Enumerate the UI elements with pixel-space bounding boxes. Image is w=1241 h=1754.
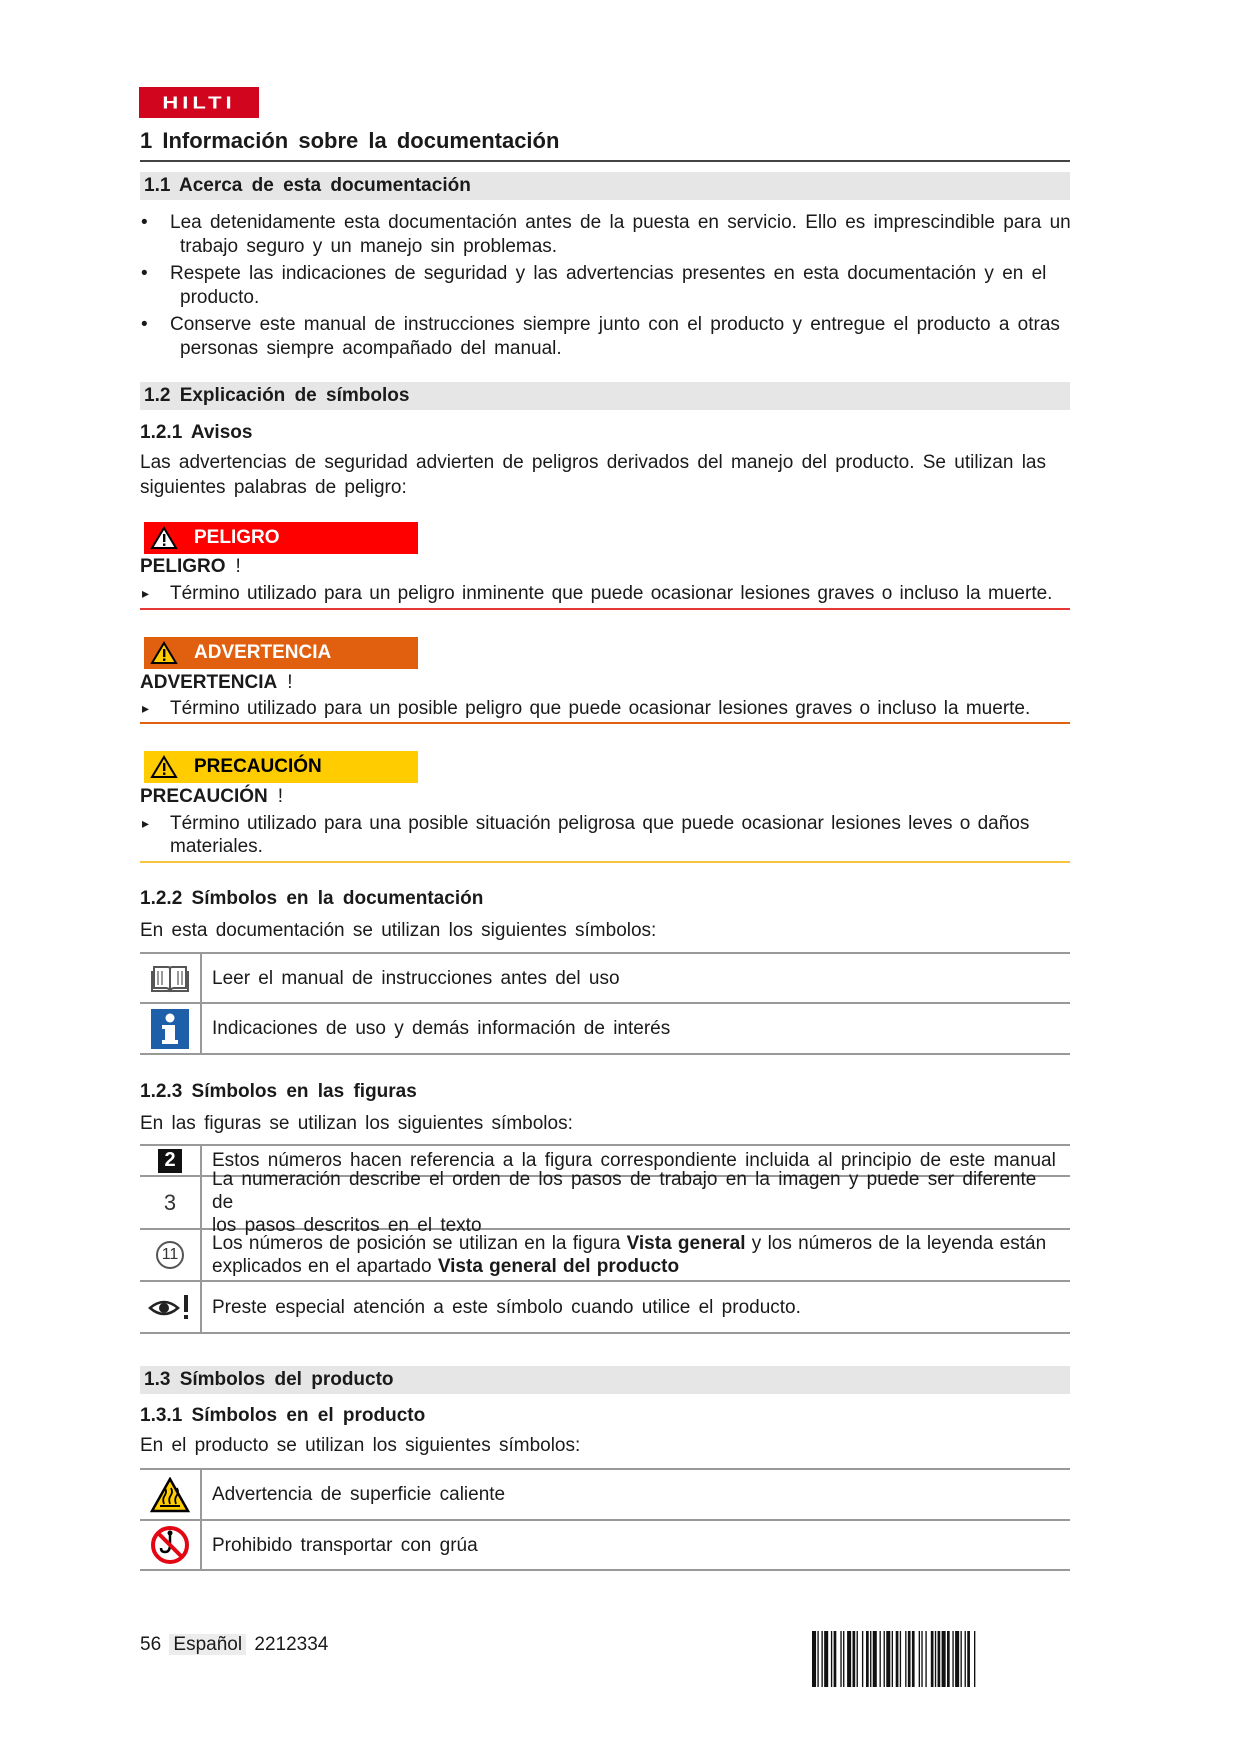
manual-book-icon — [140, 954, 202, 1002]
section-1-2-title: 1.2 Explicación de símbolos — [140, 382, 1070, 410]
precaucion-label: PRECAUCIÓN — [144, 751, 418, 783]
page-footer — [140, 1634, 328, 1656]
barcode-bar — [870, 1631, 871, 1687]
advertencia-title: ADVERTENCIA ! — [140, 672, 293, 693]
doc-symbols-intro: En esta documentación se utilizan los siguientes símbolos: — [140, 920, 657, 941]
table-row: Indicaciones de uso y demás información de interés — [140, 1004, 1070, 1055]
advertencia-text: ▸ Término utilizado para un posible peligro que puede ocasionar lesiones graves o incluso la muerte. — [140, 697, 1070, 720]
barcode-bar — [884, 1631, 885, 1687]
logo-text: HILTI — [162, 92, 236, 113]
barcode-bar — [952, 1631, 953, 1687]
table-row: Preste especial atención a este símbolo cuando utilice el producto. — [140, 1282, 1070, 1334]
barcode-bar — [817, 1631, 818, 1687]
barcode-bar — [974, 1631, 975, 1687]
list-item: • Lea detenidamente esta documentación antes de la puesta en servicio. Ello es imprescindible para un trabajo seguro y un manejo sin problemas. — [140, 211, 1130, 259]
barcode-bar — [900, 1631, 901, 1687]
hot-surface-icon — [140, 1470, 202, 1519]
section-1-1-title: 1.1 Acerca de esta documentación — [140, 172, 1070, 200]
barcode-bar — [921, 1631, 922, 1687]
barcode-bar — [840, 1631, 841, 1687]
barcode-bar — [955, 1631, 959, 1687]
barcode-bar — [931, 1631, 934, 1687]
avisos-intro: Las advertencias de seguridad advierten de peligros derivados del manejo del producto. Se utilizan las siguientes palabras de peligro: — [140, 452, 1046, 498]
document-number: 2212334 — [254, 1634, 329, 1655]
barcode-bar — [886, 1631, 890, 1687]
barcode-bar — [947, 1631, 950, 1687]
barcode-bar — [961, 1631, 962, 1687]
barcode-bar — [831, 1631, 832, 1687]
table-row: Advertencia de superficie caliente — [140, 1470, 1070, 1521]
precaucion-title: PRECAUCIÓN ! — [140, 786, 284, 807]
table-row: 3 La numeración describe el orden de los pasos de trabajo en la imagen y puede ser diferente de los pasos descritos en el texto — [140, 1177, 1070, 1230]
barcode-bar — [853, 1631, 856, 1687]
product-symbols-table — [140, 1468, 1070, 1571]
section-1-title: 1 Información sobre la documentación — [140, 128, 1070, 162]
barcode-bar — [843, 1631, 844, 1687]
barcode-bar — [847, 1631, 851, 1687]
attention-eye-icon — [140, 1282, 202, 1332]
hilti-logo — [139, 87, 259, 118]
barcode-bar — [925, 1631, 926, 1687]
warning-triangle-icon — [150, 755, 178, 779]
barcode-bar — [905, 1631, 906, 1687]
barcode-bar — [866, 1631, 869, 1687]
barcode-bar — [892, 1631, 893, 1687]
peligro-label: PELIGRO — [144, 522, 418, 554]
no-crane-icon — [140, 1521, 202, 1569]
table-row: Leer el manual de instrucciones antes del uso — [140, 954, 1070, 1004]
barcode-bar — [965, 1631, 966, 1687]
section-1-2-3-title: 1.2.3 Símbolos en las figuras — [140, 1081, 417, 1102]
list-item: • Respete las indicaciones de seguridad y las advertencias presentes en esta documentación y en el producto. — [140, 262, 1130, 310]
barcode-bar — [967, 1631, 970, 1687]
warning-triangle-icon — [150, 526, 178, 550]
position-number-icon: 11 — [140, 1230, 202, 1280]
barcode-bar — [912, 1631, 915, 1687]
barcode-bar — [942, 1631, 946, 1687]
barcode-bar — [812, 1631, 816, 1687]
barcode-bar — [821, 1631, 822, 1687]
list-item: • Conserve este manual de instrucciones siempre junto con el producto y entregue el producto a otras personas siempre acompañado del manual. — [140, 313, 1130, 361]
barcode-bar — [880, 1631, 881, 1687]
barcode-bar — [862, 1631, 863, 1687]
info-icon — [140, 1004, 202, 1053]
advertencia-label: ADVERTENCIA — [144, 637, 418, 669]
barcode-bar — [834, 1631, 837, 1687]
barcode-graphic — [812, 1631, 1070, 1687]
barcode-bar — [938, 1631, 941, 1687]
barcode-bar — [919, 1631, 920, 1687]
advertencia-divider — [140, 722, 1070, 724]
section-1-2-2-title: 1.2.2 Símbolos en la documentación — [140, 888, 484, 909]
barcode-bar — [935, 1631, 936, 1687]
barcode-bar — [908, 1631, 911, 1687]
page-number: 56 — [140, 1634, 162, 1655]
warning-triangle-icon — [150, 641, 178, 665]
section-1-3-1-title: 1.3.1 Símbolos en el producto — [140, 1405, 426, 1426]
peligro-divider — [140, 608, 1070, 610]
step-number-icon: 3 — [140, 1177, 202, 1228]
peligro-text: ▸ Término utilizado para un peligro inminente que puede ocasionar lesiones graves o incluso la muerte. — [140, 582, 1070, 605]
barcode-bar — [896, 1631, 899, 1687]
bullet-list — [140, 211, 1130, 364]
table-row: 11 Los números de posición se utilizan en la figura Vista general y los números de la leyenda están explicados en el apartado Vista general del producto — [140, 1230, 1070, 1282]
barcode-bar — [857, 1631, 858, 1687]
product-symbols-intro: En el producto se utilizan los siguientes símbolos: — [140, 1435, 581, 1456]
fig-symbols-table — [140, 1144, 1070, 1334]
figure-number-icon: 2 — [140, 1146, 202, 1175]
precaucion-divider — [140, 861, 1070, 863]
table-row: 2 Estos números hacen referencia a la figura correspondiente incluida al principio de este manual — [140, 1146, 1070, 1177]
precaucion-text: ▸ Término utilizado para una posible situación peligrosa que puede ocasionar lesiones leves o daños materiales. — [140, 812, 1070, 858]
section-1-3-title: 1.3 Símbolos del producto — [140, 1366, 1070, 1394]
footer-language: Español — [169, 1634, 246, 1655]
doc-symbols-table — [140, 952, 1070, 1055]
barcode-bar — [873, 1631, 877, 1687]
barcode-bar — [824, 1631, 828, 1687]
table-row: Prohibido transportar con grúa — [140, 1521, 1070, 1571]
section-1-2-1-title: 1.2.1 Avisos — [140, 422, 253, 443]
peligro-title: PELIGRO ! — [140, 556, 241, 577]
fig-symbols-intro: En las figuras se utilizan los siguientes símbolos: — [140, 1113, 573, 1134]
